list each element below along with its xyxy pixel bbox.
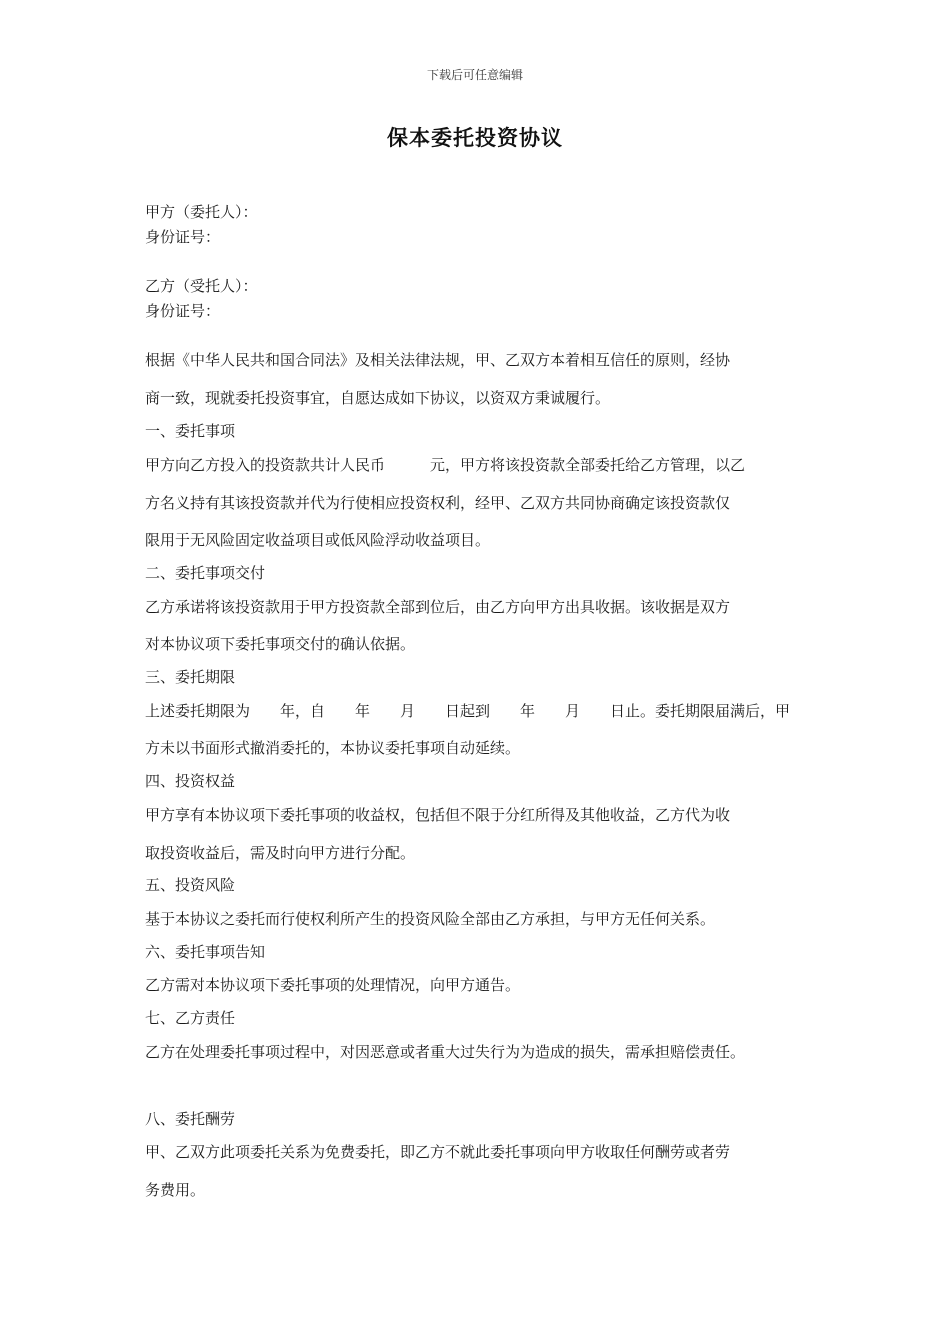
section-text-line: 方名义持有其该投资款并代为行使相应投资权利，经甲、乙双方共同协商确定该投资款仅	[145, 494, 731, 512]
section-heading: 七、乙方责任	[145, 1009, 236, 1027]
section-text-line: 乙方承诺将该投资款用于甲方投资款全部到位后，由乙方向甲方出具收据。该收据是双方	[145, 598, 731, 616]
intro-line: 商一致，现就委托投资事宜，自愿达成如下协议，以资双方秉诚履行。	[145, 389, 611, 407]
section-text-line: 上述委托期限为 年，自 年 月 日起到 年 月 日止。委托期限届满后，甲	[145, 702, 791, 720]
section-text-line: 对本协议项下委托事项交付的确认依据。	[145, 635, 416, 653]
party-b-id-label: 身份证号：	[145, 302, 221, 320]
party-a-id-label: 身份证号：	[145, 228, 221, 246]
section-text-line: 甲、乙双方此项委托关系为免费委托，即乙方不就此委托事项向甲方收取任何酬劳或者劳	[145, 1143, 731, 1161]
section-heading: 三、委托期限	[145, 668, 236, 686]
section-heading: 一、委托事项	[145, 422, 236, 440]
party-a-label: 甲方（委托人）：	[145, 203, 258, 221]
document-title: 保本委托投资协议	[387, 125, 563, 150]
header-note: 下载后可任意编辑	[426, 68, 523, 82]
section-heading: 八、委托酬劳	[145, 1110, 236, 1128]
section-text-line: 乙方在处理委托事项过程中，对因恶意或者重大过失行为为造成的损失，需承担赔偿责任。	[145, 1043, 746, 1061]
section-text-line: 务费用。	[145, 1181, 206, 1199]
section-heading: 六、委托事项告知	[145, 943, 266, 961]
section-text-line: 甲方享有本协议项下委托事项的收益权，包括但不限于分红所得及其他收益，乙方代为收	[145, 806, 731, 824]
section-text-line: 方未以书面形式撤消委托的，本协议委托事项自动延续。	[145, 739, 521, 757]
section-text-line: 取投资收益后，需及时向甲方进行分配。	[145, 844, 416, 862]
section-heading: 五、投资风险	[145, 876, 236, 894]
intro-line: 根据《中华人民共和国合同法》及相关法律法规，甲、乙双方本着相互信任的原则，经协	[145, 351, 731, 369]
section-text-line: 乙方需对本协议项下委托事项的处理情况，向甲方通告。	[145, 976, 521, 994]
section-text-line: 甲方向乙方投入的投资款共计人民币 元，甲方将该投资款全部委托给乙方管理，以乙	[145, 456, 746, 474]
section-text-line: 限用于无风险固定收益项目或低风险浮动收益项目。	[145, 531, 491, 549]
section-heading: 二、委托事项交付	[145, 564, 266, 582]
section-heading: 四、投资权益	[145, 772, 236, 790]
party-b-label: 乙方（受托人）：	[145, 277, 258, 295]
section-text-line: 基于本协议之委托而行使权利所产生的投资风险全部由乙方承担，与甲方无任何关系。	[145, 910, 716, 928]
